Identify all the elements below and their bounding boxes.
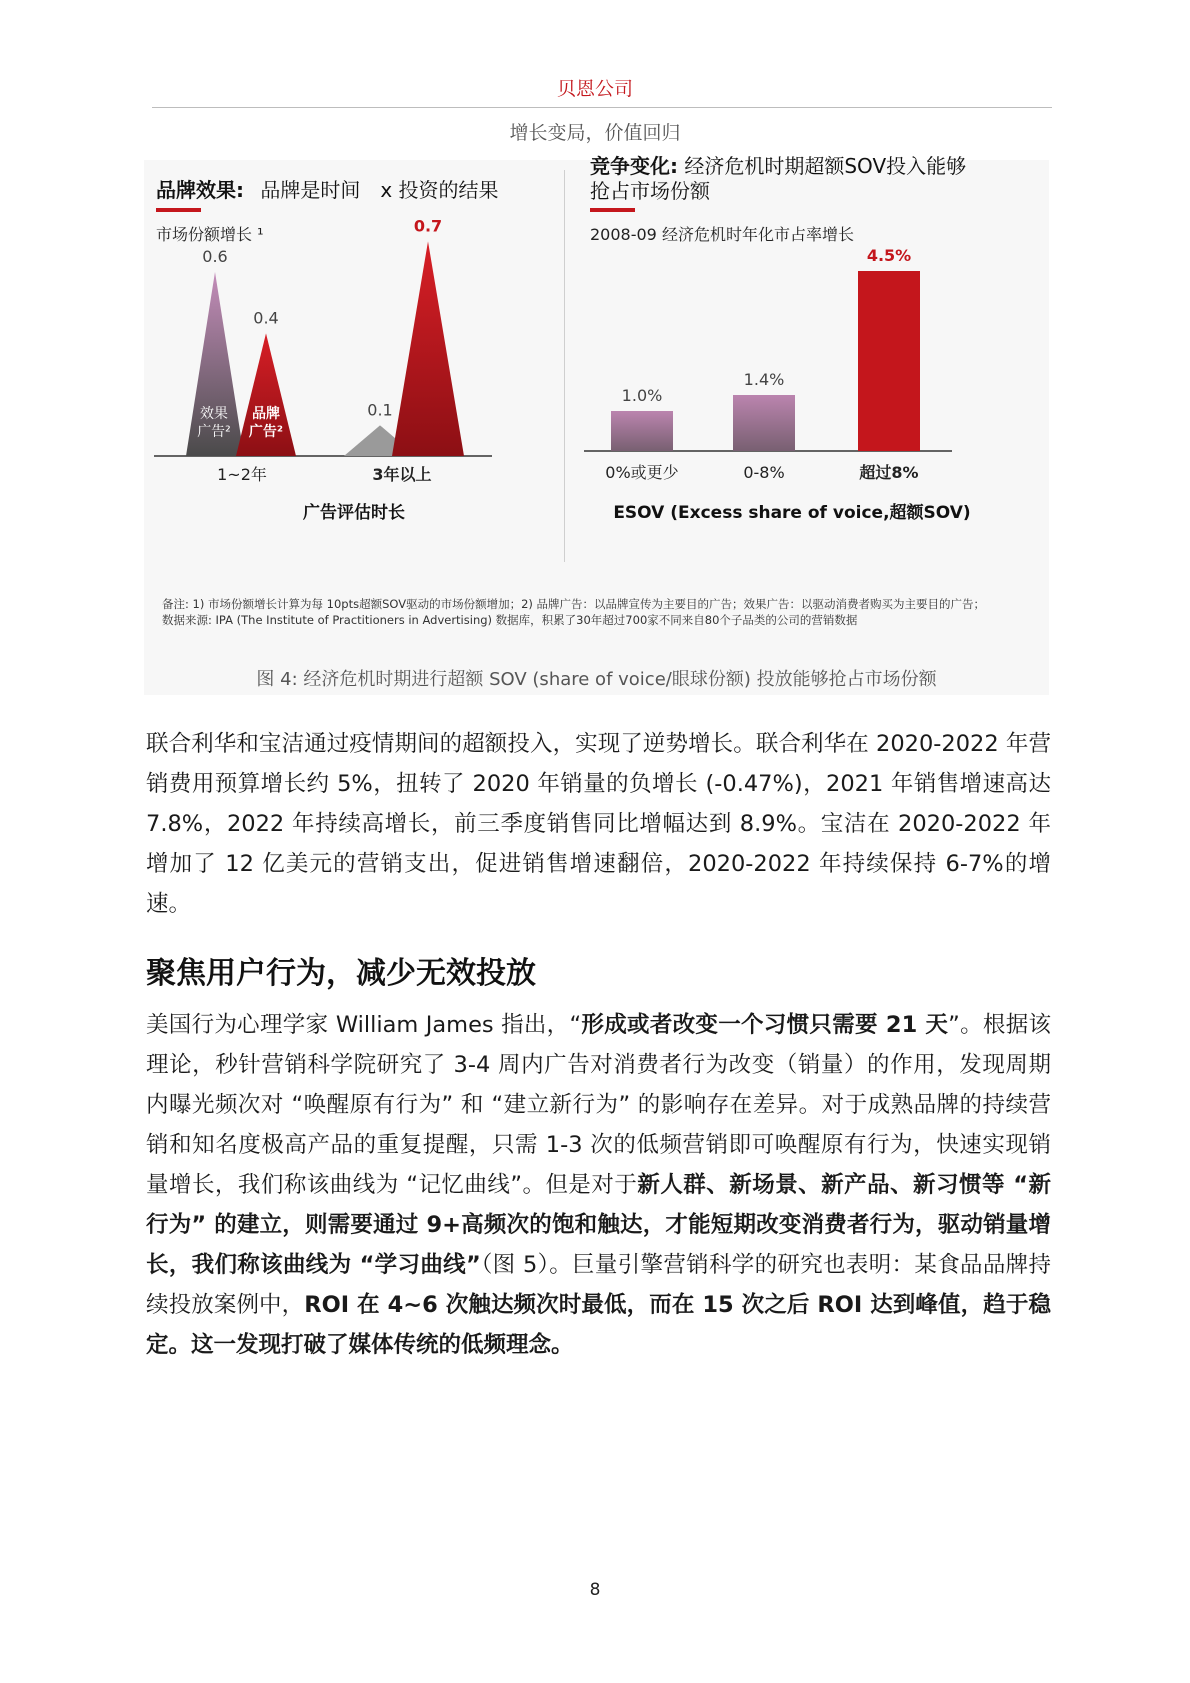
- brand-ad-series-label: 广告²: [248, 424, 284, 440]
- effect-ad-value-label: 0.1: [367, 400, 393, 420]
- left-category-label: 1~2年: [217, 465, 267, 484]
- para2-part-c: ”。根据该理论，秒针营销科学院研究了 3-4 周内广告对消费者行为改变（销量）的作用，发现周期内曝光频次对 “唤醒原有行为” 和 “建立新行为” 的影响存在差异。对于成熟品牌的持续营销和知名度极高产品的重复提醒，只需 1-3 次的低频营销即可唤醒原有行为，快速实现销量增长，我们称该曲线为 “记忆曲线”。但是对于: [146, 1012, 1051, 1198]
- esov-bar-value-label: 1.4%: [743, 370, 785, 389]
- esov-bar-value-label: 1.0%: [621, 386, 663, 405]
- esov-bar-value-label: 4.5%: [866, 246, 912, 265]
- para2-part-e: （图 5）。巨量引擎营销科学的研究也表明：某食品品牌持续投放案例中，: [146, 1252, 1051, 1318]
- left-category-label: 3年以上: [372, 465, 432, 484]
- document-subtitle: 增长变局，价值回归: [509, 122, 681, 144]
- company-header: 贝恩公司: [556, 78, 633, 100]
- left-x-axis-title: 广告评估时长: [303, 503, 405, 523]
- effect-ad-series-label: 效果: [200, 406, 228, 422]
- para2-part-a: 美国行为心理学家 William James 指出，“: [146, 1012, 582, 1038]
- figure-4: [144, 154, 1049, 695]
- header-divider: [152, 107, 1052, 108]
- right-chart-subheading: 2008-09 经济危机时年化市占率增长: [590, 225, 854, 244]
- footnote-line-2: 数据来源: IPA (The Institute of Practitioners in Advertising) 数据库，积累了30年超过700家不同来自80个子品类的公司的营销数据: [162, 613, 858, 627]
- para2-emphasis-roi: ROI 在 4~6 次触达频次时最低，而在 15 次之后 ROI 达到峰值，趋于稳定。这一发现打破了媒体传统的低频理念。: [146, 1292, 1051, 1358]
- effect-ad-value-label: 0.6: [202, 247, 228, 266]
- page-number: 8: [589, 1580, 601, 1600]
- left-chart-subheading: 市场份额增长 ¹: [156, 225, 264, 244]
- brand-ad-series-label: 品牌: [252, 406, 280, 422]
- esov-bar: [858, 271, 920, 451]
- brand-ad-triangle: [392, 241, 464, 456]
- right-heading-line2: 抢占市场份额: [590, 179, 710, 203]
- footnote-line-1: 备注: 1) 市场份额增长计算为每 10pts超额SOV驱动的市场份额增加；2) 品牌广告：以品牌宣传为主要目的广告；效果广告：以驱动消费者购买为主要目的广告；: [162, 597, 986, 611]
- right-heading-rest: 经济危机时期超额SOV投入能够: [684, 154, 967, 178]
- para2-emphasis-habit: 形成或者改变一个习惯只需要 21 天: [581, 1012, 949, 1038]
- esov-bar-shade: [611, 411, 673, 451]
- figure-caption: 图 4: 经济危机时期进行超额 SOV (share of voice/眼球份额) 投放能够抢占市场份额: [256, 669, 937, 690]
- esov-category-label: 超过8%: [859, 463, 919, 482]
- body-paragraph-2: [146, 1005, 1051, 1365]
- left-heading-rest: 品牌是时间 x 投资的结果: [260, 178, 499, 202]
- brand-ad-value-label: 0.7: [413, 216, 443, 236]
- esov-category-label: 0-8%: [743, 463, 785, 482]
- figure-4-charts: [144, 160, 1049, 590]
- para2-emphasis-new-behavior: 新人群、新场景、新产品、新习惯等 “新行为” 的建立，则需要通过 9+高频次的饱和触达，才能短期改变消费者行为，驱动销量增长，我们称该曲线为 “学习曲线”: [146, 1172, 1052, 1278]
- brand-ad-value-label: 0.4: [253, 308, 279, 328]
- body-paragraph-1: 联合利华和宝洁通过疫情期间的超额投入，实现了逆势增长。联合利华在 2020-2022 年营销费用预算增长约 5%，扭转了 2020 年销量的负增长 (-0.47%)，2021 年销售增速高达 7.8%，2022 年持续高增长，前三季度销售同比增幅达到 8.9%。宝洁在 2020-2022 年增加了 12 亿美元的营销支出，促进销售增速翻倍，2020-2022 年持续保持 6-7%的增速。: [146, 731, 1051, 917]
- esov-category-label: 0%或更少: [605, 463, 679, 482]
- left-heading-bold: 品牌效果:: [156, 178, 244, 202]
- right-x-axis-title: ESOV (Excess share of voice,超额SOV): [613, 503, 971, 523]
- esov-bar-shade: [733, 395, 795, 451]
- effect-ad-series-label: 广告²: [197, 424, 231, 440]
- right-heading-bold: 竞争变化:: [590, 154, 678, 178]
- section-heading: 聚焦用户行为，减少无效投放: [146, 956, 536, 991]
- figure-footnote: [162, 596, 1032, 628]
